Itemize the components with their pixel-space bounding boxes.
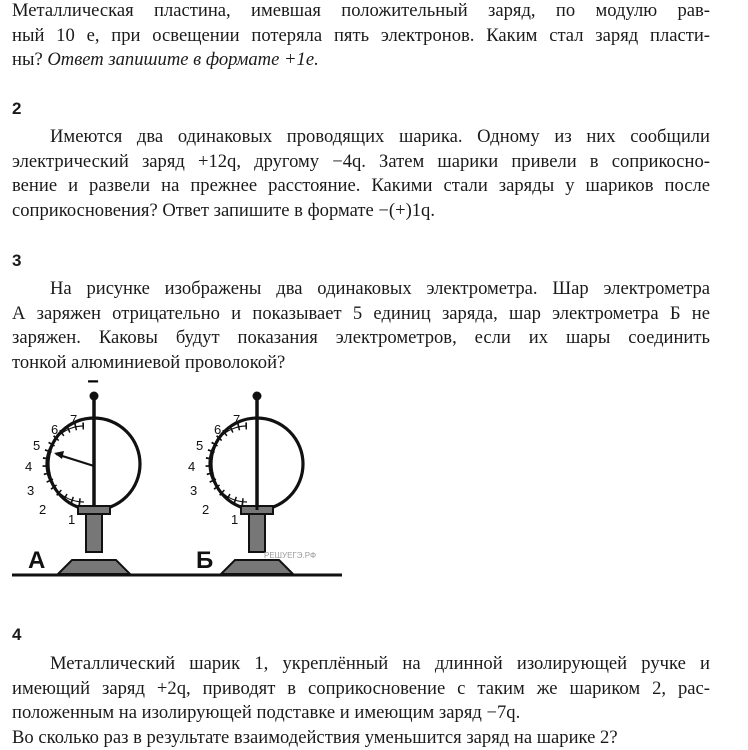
task-3-line-2: А заряжен отрицательно и показывает 5 единиц заряда, шар электрометра Б не [12,302,710,324]
scale-b-4: 4 [188,459,196,474]
scale-b-1: 1 [231,512,239,527]
task-2-line-2: электрический заряд +12q, другому −4q. Затем шарики привели в соприкосно- [12,150,710,172]
task-3-text [12,277,710,375]
scale-a-5: 5 [33,438,41,453]
task-2-text [12,125,710,223]
scale-a-4: 4 [25,459,33,474]
scale-b-3: 3 [190,483,198,498]
electrometers-figure [10,374,370,590]
task-1-answer-format: Ответ запишите в формате +1e. [47,49,319,71]
scale-b-5: 5 [196,438,204,453]
task-3-number: 3 [12,251,22,270]
task-2-number: 2 [12,99,22,118]
scale-b-7: 7 [233,412,241,427]
label-a: А [28,547,46,574]
task-1-line-3-plain: ны? [12,49,48,71]
task-3-line-3: заряжен. Каковы будут показания электрометров, если их шары соединить [12,327,710,349]
task-4-number: 4 [12,625,22,644]
task-3-line-4: тонкой алюминиевой проволокой? [12,351,286,373]
scale-a-3: 3 [27,483,35,498]
task-3-line-1: На рисунке изображены два одинаковых электрометра. Шар электрометра [50,278,710,299]
task-2-line-1: Имеются два одинаковых проводящих шарика. Одному из них сообщили [50,126,710,147]
task-1-line-2: ный 10 e, при освещении потеряла пять электронов. Каким стал заряд пласти- [12,24,710,46]
charge-sign-a: − [87,374,99,393]
task-2-line-4: соприкосновения? Ответ запишите в формате −(+)1q. [12,199,435,221]
task-1-line-3 [12,48,710,73]
task-4-line-4: Во сколько раз в результате взаимодействия уменьшится заряд на шарике 2? [12,726,618,748]
task-4-text [12,652,710,750]
scale-a-2: 2 [39,502,47,517]
task-4-line-3: положенным на изолирующей подставке и имеющим заряд −7q. [12,702,521,724]
scale-b-2: 2 [202,502,210,517]
electrometer-a [46,392,140,575]
scale-a-1: 1 [68,512,76,527]
task-2-line-3: вение и развели на прежнее расстояние. Какими стали заряды у шариков после [12,175,710,197]
scale-a-6: 6 [51,422,59,437]
electrometer-b [209,392,303,575]
task-1-line-1: Металлическая пластина, имевшая положительный заряд, по модулю рав- [12,0,710,21]
task-4-line-2: имеющий заряд +2q, приводят в соприкосновение с таким же шариком 2, рас- [12,677,710,699]
task-1-text [12,0,710,73]
label-b: Б [196,547,214,574]
task-4-line-1: Металлический шарик 1, укреплённый на длинной изолирующей ручке и [50,653,710,674]
scale-a-7: 7 [70,412,78,427]
watermark: РЕШУЕГЭ.РФ [264,551,317,560]
scale-b-6: 6 [214,422,222,437]
